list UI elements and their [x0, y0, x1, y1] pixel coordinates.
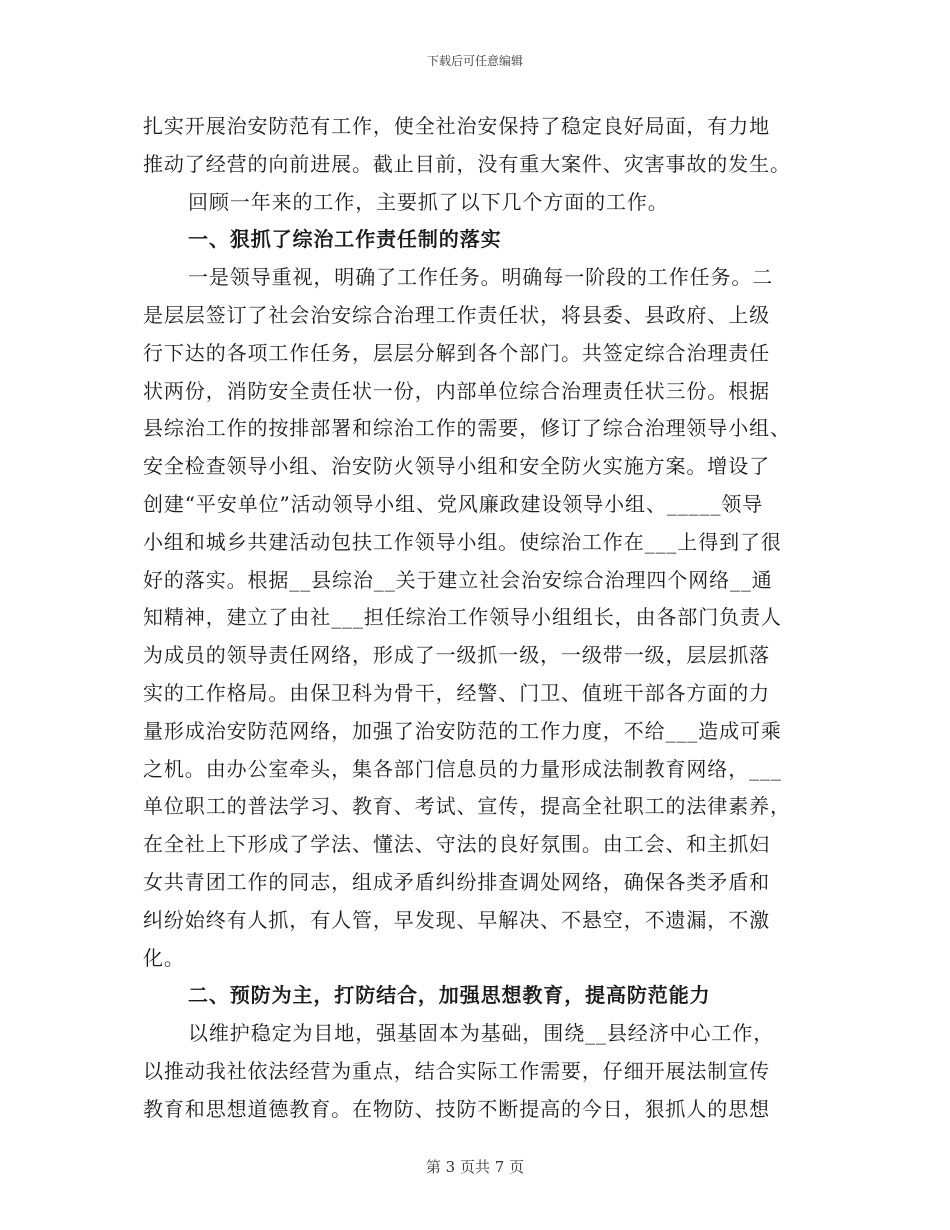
body-line: 教育和思想道德教育。在物防、技防不断提高的今日，狠抓人的思想 — [143, 1096, 770, 1121]
body-line: 单位职工的普法学习、教育、考试、宣传，提高全社职工的法律素养， — [143, 794, 791, 819]
body-line: 好的落实。根据__县综治__关于建立社会治安综合治理四个网络__通 — [143, 567, 773, 592]
document-body — [143, 108, 808, 1129]
body-line: 安全检查领导小组、治安防火领导小组和安全防火实施方案。增设了 — [143, 454, 770, 479]
body-line: 是层层签订了社会治安综合治理工作责任状，将县委、县政府、上级 — [143, 302, 770, 327]
body-line: 纠纷始终有人抓，有人管，早发现、早解决、不悬空，不遗漏，不激 — [143, 907, 770, 932]
body-line: 量形成治安防范网络，加强了治安防范的工作力度，不给___造成可乘 — [143, 718, 782, 743]
body-line: 知精神，建立了由社___担任综治工作领导小组组长，由各部门负责人 — [143, 605, 782, 630]
body-line: 县综治工作的按排部署和综治工作的需要，修订了综合治理领导小组、 — [143, 416, 791, 441]
body-line: 创建“平安单位”活动领导小组、党风廉政建设领导小组、_____领导 — [143, 491, 764, 516]
paragraph-start: 一是领导重视，明确了工作任务。明确每一阶段的工作任务。二 — [188, 265, 774, 290]
body-line: 扎实开展治安防范有工作，使全社治安保持了稳定良好局面，有力地 — [143, 114, 770, 138]
paragraph-start: 以维护稳定为目地，强基固本为基础，围绕__县经济中心工作， — [188, 1021, 775, 1046]
body-line: 女共青团工作的同志，组成矛盾纠纷排查调处网络，确保各类矛盾和 — [143, 869, 770, 894]
page-header: 下载后可任意编辑 — [426, 54, 523, 68]
body-line: 在全社上下形成了学法、懂法、守法的良好氛围。由工会、和主抓妇 — [143, 832, 770, 857]
body-line: 小组和城乡共建活动包扶工作领导小组。使综治工作在___上得到了很 — [143, 529, 782, 554]
body-line: 实的工作格局。由保卫科为骨干，经警、门卫、值班干部各方面的力 — [143, 680, 770, 705]
body-line: 推动了经营的向前进展。截止目前，没有重大案件、灾害事故的发生。 — [143, 151, 791, 176]
paragraph-start: 回顾一年来的工作，主要抓了以下几个方面的工作。 — [188, 189, 669, 214]
body-line: 行下达的各项工作任务，层层分解到各个部门。共签定综合治理责任 — [143, 340, 770, 365]
body-line: 以推动我社依法经营为重点，结合实际工作需要，仔细开展法制宣传 — [143, 1058, 770, 1083]
body-line: 化。 — [143, 945, 185, 970]
body-line: 为成员的领导责任网络，形成了一级抓一级，一级带一级，层层抓落 — [143, 643, 770, 668]
body-line: 状两份，消防安全责任状一份，内部单位综合治理责任状三份。根据 — [143, 378, 770, 403]
page-number: 第 3 页共 7 页 — [425, 1158, 525, 1176]
section-heading-1: 一、狠抓了综治工作责任制的落实 — [188, 227, 502, 252]
section-heading-2: 二、预防为主，打防结合，加强思想教育，提高防范能力 — [188, 983, 711, 1008]
body-line: 之机。由办公室牵头，集各部门信息员的力量形成法制教育网络，___ — [143, 756, 782, 781]
